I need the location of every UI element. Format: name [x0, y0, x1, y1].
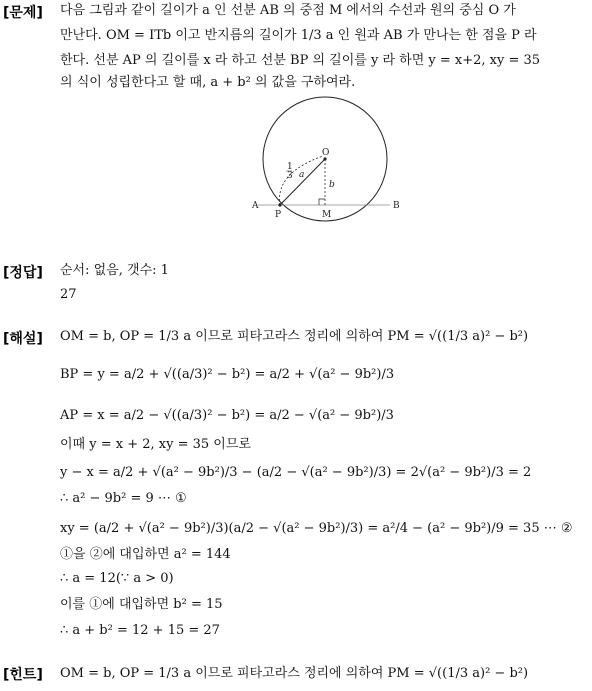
label-a-italic: a: [299, 170, 305, 180]
solution-line-1: OM = b, OP = 1/3 a 이므로 피타고라스 정리에 의하여 PM = √((1/3 a)² − b²): [60, 329, 529, 344]
hint-tag: [힌트]: [3, 667, 43, 683]
circle-diagram: [250, 95, 410, 235]
geometry-figure: [250, 95, 410, 235]
label-frac-num: 1: [287, 162, 293, 172]
answer-tag: [정답]: [3, 265, 43, 281]
problem-tag: [문제]: [3, 5, 43, 21]
label-b: B: [393, 201, 400, 211]
solution-line-3: AP = x = a/2 − √((a/3)² − b²) = a/2 − √(a² − 9b²)/3: [60, 408, 394, 423]
problem-line-1: 다음 그림과 같이 길이가 a 인 선분 AB 의 중점 M 에서의 수선과 원의 중심 O 가: [60, 3, 516, 18]
right-angle-mark: [319, 199, 325, 205]
label-m: M: [322, 210, 332, 220]
problem-line-4: 의 식이 성립한다고 할 때, a + b² 의 값을 구하여라.: [60, 75, 356, 90]
solution-line-7: xy = (a/2 + √(a² − 9b²)/3)(a/2 − √(a² − 9b²)/3) = a²/4 − (a² − 9b²)/9 = 35 ⋯ ②: [60, 521, 573, 536]
answer-line-2: 27: [60, 287, 77, 302]
label-frac-den: 3: [287, 171, 293, 181]
solution-tag: [해설]: [3, 331, 43, 347]
solution-line-5: y − x = a/2 + √(a² − 9b²)/3 − (a/2 − √(a² − 9b²)/3) = 2√(a² − 9b²)/3 = 2: [60, 465, 532, 480]
solution-line-11: ∴ a + b² = 12 + 15 = 27: [60, 623, 220, 638]
solution-line-10: 이를 ①에 대입하면 b² = 15: [60, 597, 223, 612]
label-a: A: [252, 201, 259, 211]
solution-line-8: ①을 ②에 대입하면 a² = 144: [60, 547, 231, 562]
label-p: P: [275, 210, 282, 220]
solution-line-4: 이때 y = x + 2, xy = 35 이므로: [60, 437, 251, 452]
label-o: O: [322, 148, 330, 158]
solution-line-9: ∴ a = 12(∵ a > 0): [60, 571, 174, 586]
solution-line-2: BP = y = a/2 + √((a/3)² − b²) = a/2 + √(a² − 9b²)/3: [60, 367, 395, 382]
answer-line-1: 순서: 없음, 갯수: 1: [60, 263, 169, 278]
problem-line-2: 만난다. OM = ITb 이고 반지름의 길이가 1/3 a 인 원과 AB 가 만나는 한 점을 P 라: [60, 28, 537, 43]
problem-line-3: 한다. 선분 AP 의 길이를 x 라 하고 선분 BP 의 길이를 y 라 하면 y = x+2, xy = 35: [60, 53, 541, 68]
label-b-italic: b: [329, 180, 335, 190]
point-p-dot: [278, 203, 281, 206]
hint-line-1: OM = b, OP = 1/3 a 이므로 피타고라스 정리에 의하여 PM = √((1/3 a)² − b²): [60, 666, 529, 681]
solution-line-6: ∴ a² − 9b² = 9 ⋯ ①: [60, 491, 187, 506]
